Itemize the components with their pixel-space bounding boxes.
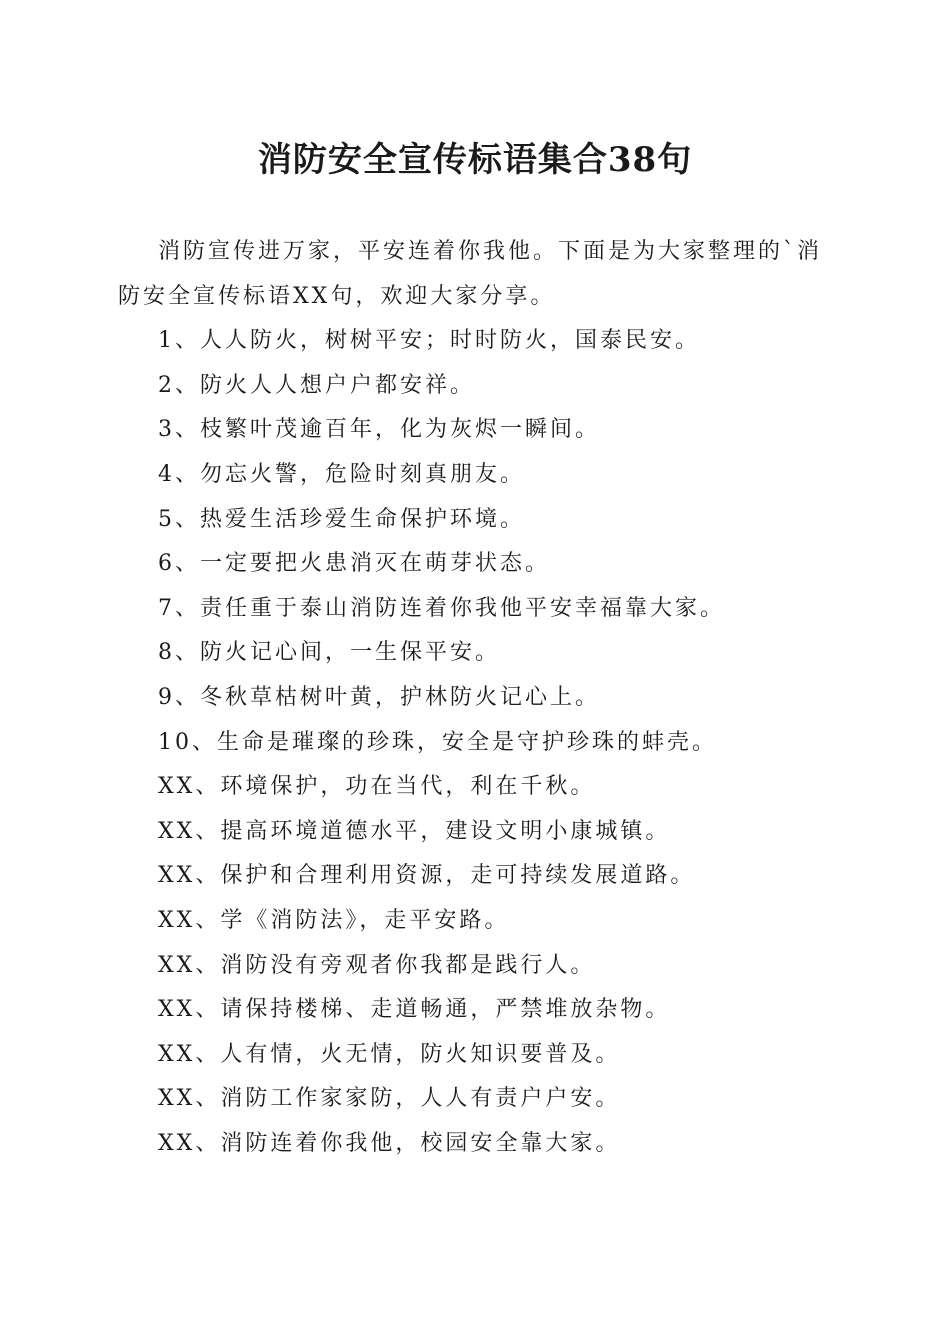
slogan-item: 8、防火记心间，一生保平安。 [158,640,500,666]
slogan-item: XX、学《消防法》，走平安路。 [158,907,510,933]
slogan-item: 5、热爱生活珍爱生命保护环境。 [158,506,525,532]
slogan-item: XX、保护和合理利用资源，走可持续发展道路。 [158,863,696,889]
slogan-item: XX、消防连着你我他，校园安全靠大家。 [158,1130,621,1156]
slogan-item: 3、枝繁叶茂逾百年，化为灰烬一瞬间。 [158,417,600,443]
slogan-item: 10、生命是璀璨的珍珠，安全是守护珍珠的蚌壳。 [158,729,717,755]
intro-paragraph: 消防宣传进万家，平安连着你我他。下面是为大家整理的`消防安全宣传标语XX句，欢迎大家分享。 [118,239,823,309]
slogan-item: 2、防火人人想户户都安祥。 [158,372,475,398]
slogan-item: 7、责任重于泰山消防连着你我他平安幸福靠大家。 [158,595,725,621]
document-body [118,230,838,1166]
slogan-item: 9、冬秋草枯树叶黄，护林防火记心上。 [158,684,600,710]
slogan-item: XX、提高环境道德水平，建设文明小康城镇。 [158,818,671,844]
slogan-item: 4、勿忘火警，危险时刻真朋友。 [158,461,525,487]
slogan-item: 6、一定要把火患消灭在萌芽状态。 [158,551,550,577]
slogan-item: XX、消防没有旁观者你我都是践行人。 [158,952,596,978]
slogan-item: XX、人有情，火无情，防火知识要普及。 [158,1041,621,1067]
slogan-item: 1、人人防火，树树平安；时时防火，国泰民安。 [158,328,700,354]
document-title: 消防安全宣传标语集合38句 [257,140,693,180]
slogan-list [118,319,838,1166]
slogan-item: XX、请保持楼梯、走道畅通，严禁堆放杂物。 [158,997,671,1023]
slogan-item: XX、环境保护，功在当代，利在千秋。 [158,774,596,800]
slogan-item: XX、消防工作家家防，人人有责户户安。 [158,1086,621,1112]
